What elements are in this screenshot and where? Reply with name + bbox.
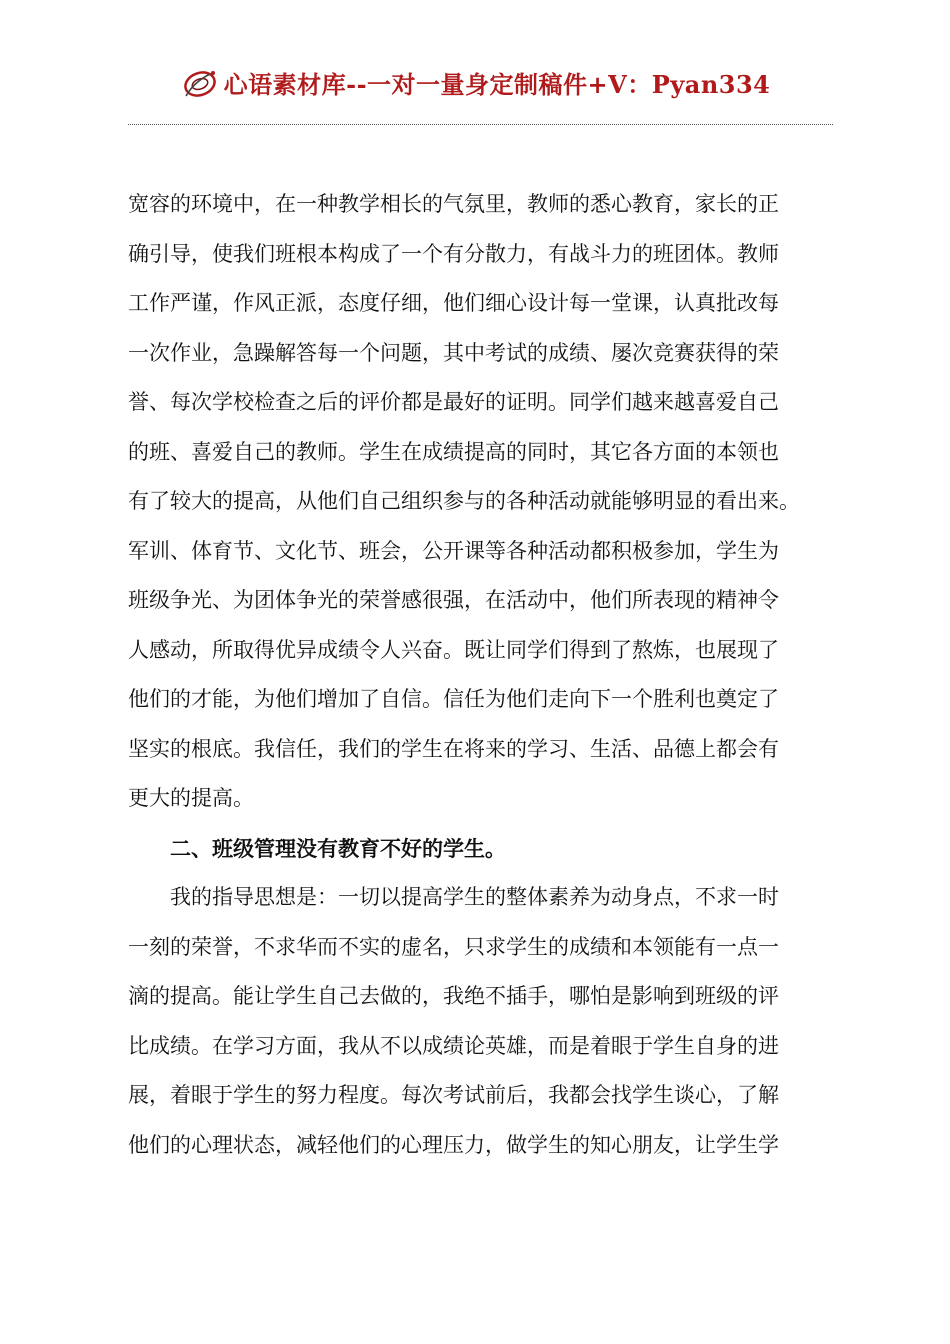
body-line: 誉、每次学校检查之后的评价都是最好的证明。同学们越来越喜爱自己 bbox=[128, 390, 779, 414]
header-title: 心语素材库--一对一量身定制稿件+V：Pyan334 bbox=[223, 69, 771, 99]
body-line: 一次作业，急躁解答每一个问题，其中考试的成绩、屡次竞赛获得的荣 bbox=[128, 340, 779, 365]
logo-icon bbox=[180, 64, 224, 104]
section-line: 一刻的荣誉，不求华而不实的虚名，只求学生的成绩和本领能有一点一 bbox=[128, 934, 779, 959]
page-header bbox=[0, 58, 950, 106]
section-heading: 二、班级管理没有教育不好的学生。 bbox=[170, 835, 506, 861]
section-line: 展，着眼于学生的努力程度。每次考试前后，我都会找学生谈心，了解 bbox=[128, 1083, 779, 1107]
body-line: 的班、喜爱自己的教师。学生在成绩提高的同时，其它各方面的本领也 bbox=[128, 439, 779, 464]
body-line: 人感动，所取得优异成绩令人兴奋。既让同学们得到了熬炼，也展现了 bbox=[128, 637, 779, 662]
section-line: 我的指导思想是：一切以提高学生的整体素养为动身点，不求一时 bbox=[170, 885, 779, 909]
section-line: 比成绩。在学习方面，我从不以成绩论英雄，而是着眼于学生自身的进 bbox=[128, 1033, 779, 1058]
body-line: 更大的提高。 bbox=[128, 786, 254, 810]
section-line: 他们的心理状态，减轻他们的心理压力，做学生的知心朋友，让学生学 bbox=[128, 1132, 779, 1157]
body-line: 确引导，使我们班根本构成了一个有分散力，有战斗力的班团体。教师 bbox=[128, 241, 779, 266]
section-line: 滴的提高。能让学生自己去做的，我绝不插手，哪怕是影响到班级的评 bbox=[128, 984, 779, 1008]
header-divider bbox=[128, 124, 833, 125]
document-body bbox=[128, 180, 828, 1170]
body-line: 宽容的环境中，在一种教学相长的气氛里，教师的悉心教育，家长的正 bbox=[128, 192, 779, 216]
body-line: 班级争光、为团体争光的荣誉感很强，在活动中，他们所表现的精神令 bbox=[128, 588, 779, 612]
body-line: 有了较大的提高，从他们自己组织参与的各种活动就能够明显的看出来。 bbox=[128, 489, 800, 513]
body-line: 他们的才能，为他们增加了自信。信任为他们走向下一个胜利也奠定了 bbox=[128, 687, 779, 711]
body-line: 军训、体育节、文化节、班会，公开课等各种活动都积极参加，学生为 bbox=[128, 538, 779, 563]
body-line: 坚实的根底。我信任，我们的学生在将来的学习、生活、品德上都会有 bbox=[128, 736, 779, 761]
body-line: 工作严谨，作风正派，态度仔细，他们细心设计每一堂课，认真批改每 bbox=[128, 291, 779, 315]
